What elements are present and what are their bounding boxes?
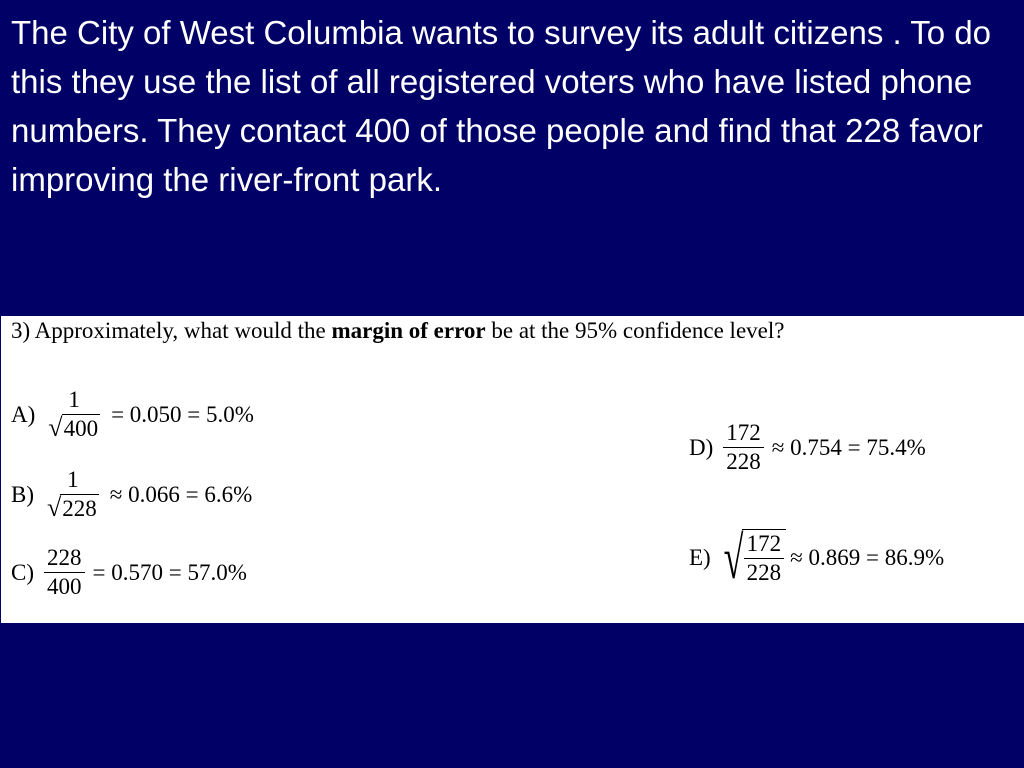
option-c-denominator: 400	[44, 572, 85, 601]
option-d-letter: D)	[689, 434, 714, 460]
option-a[interactable]	[11, 386, 254, 443]
option-d-result: ≈ 0.754 = 75.4%	[771, 434, 926, 460]
question-text-before: Approximately, what would the	[34, 318, 326, 343]
option-c[interactable]	[11, 544, 247, 601]
radical-sign-icon: √	[723, 525, 744, 591]
option-a-denominator-wrap	[45, 414, 103, 443]
radical-sign-icon: √	[47, 493, 62, 522]
option-b-numerator: 1	[67, 467, 79, 492]
option-a-fraction	[45, 386, 103, 443]
question-text-after: be at the 95% confidence level?	[491, 318, 785, 343]
option-b-denominator-wrap	[44, 494, 102, 523]
option-d-numerator: 172	[726, 420, 761, 445]
question-bold-term: margin of error	[331, 318, 486, 343]
option-e-result: ≈ 0.869 = 86.9%	[790, 545, 945, 570]
option-a-sqrt	[48, 414, 100, 443]
option-b[interactable]	[11, 466, 252, 523]
option-e[interactable]	[689, 525, 945, 591]
option-b-fraction	[44, 466, 102, 523]
option-c-result: = 0.570 = 57.0%	[92, 559, 247, 585]
option-e-sqrt	[717, 525, 786, 591]
option-d[interactable]	[689, 419, 926, 476]
option-e-denominator: 228	[744, 558, 785, 587]
option-e-letter: E)	[689, 545, 711, 570]
option-e-radicand	[742, 529, 787, 587]
option-a-result: = 0.050 = 5.0%	[111, 401, 254, 427]
intro-paragraph: The City of West Columbia wants to survey its adult citizens . To do this they use the list of all registered voters who have listed phone numbers. They contact 400 of those people and find that 228 favor improving the river-front park.	[11, 14, 992, 198]
option-a-denominator: 400	[63, 416, 99, 441]
option-a-numerator: 1	[68, 387, 80, 412]
option-a-letter: A)	[11, 401, 36, 427]
option-d-fraction	[723, 419, 764, 476]
option-e-numerator: 172	[746, 531, 782, 556]
option-b-denominator: 228	[62, 496, 97, 521]
question-panel	[1, 316, 1024, 623]
option-c-fraction	[44, 544, 85, 601]
option-b-sqrt	[47, 494, 99, 523]
option-b-result: ≈ 0.066 = 6.6%	[109, 481, 253, 507]
option-e-fraction	[744, 530, 785, 587]
question-number: 3)	[11, 318, 31, 343]
question-text	[11, 318, 784, 344]
option-b-letter: B)	[11, 481, 34, 507]
radical-sign-icon: √	[48, 413, 63, 442]
option-c-letter: C)	[11, 559, 34, 585]
option-d-denominator: 228	[723, 447, 764, 476]
option-c-numerator: 228	[47, 545, 82, 570]
